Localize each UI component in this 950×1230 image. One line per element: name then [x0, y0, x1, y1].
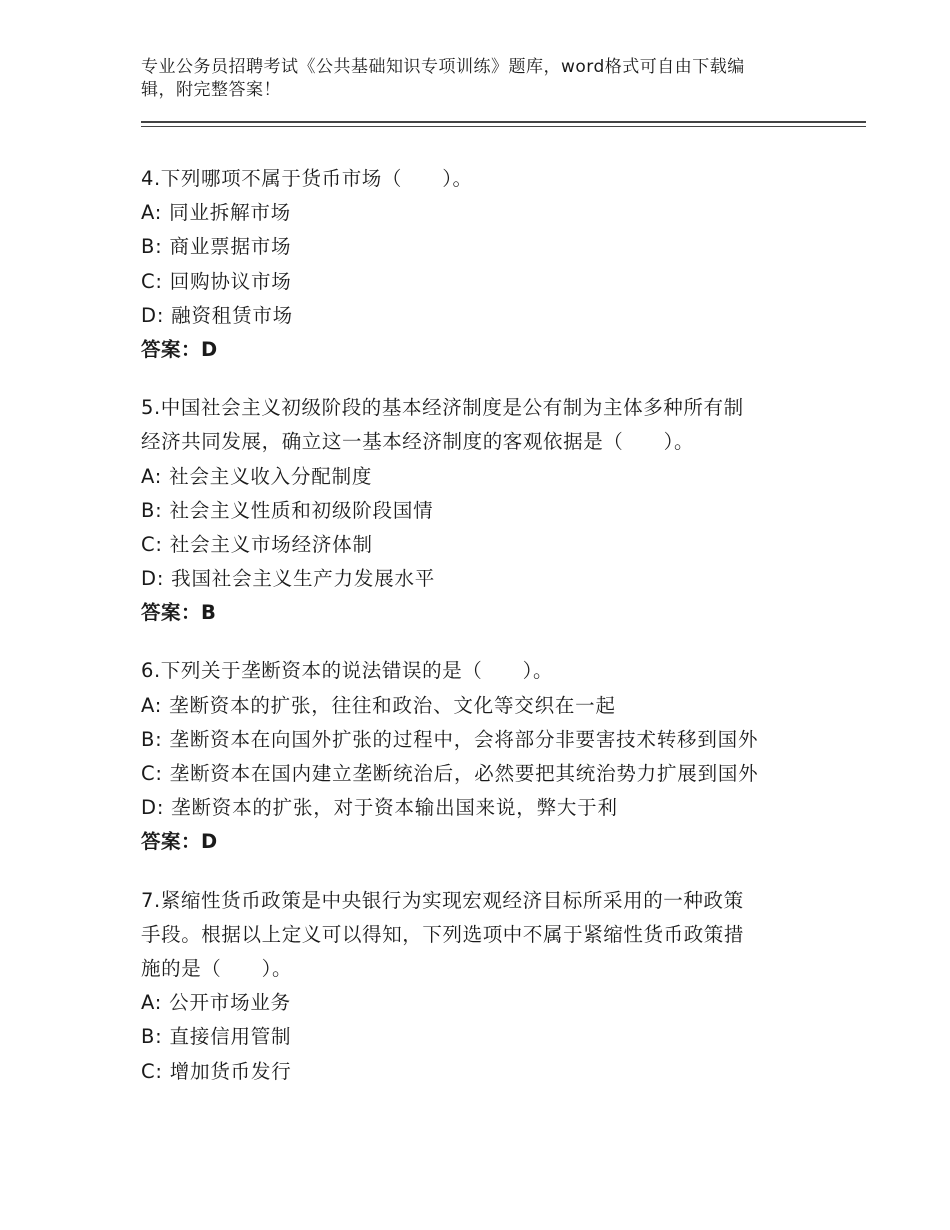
question-stem: 5.中国社会主义初级阶段的基本经济制度是公有制为主体多种所有制: [141, 396, 744, 420]
option-c: C: 增加货币发行: [141, 1059, 292, 1083]
option-b: B: 直接信用管制: [141, 1025, 292, 1049]
option-d: D: 融资租赁市场: [141, 303, 293, 327]
option-a: A: 同业拆解市场: [141, 201, 291, 225]
answer-label: 答案：D: [141, 830, 218, 854]
question-5: [141, 391, 811, 630]
option-d: D: 我国社会主义生产力发展水平: [141, 567, 436, 591]
option-b: B: 垄断资本在向国外扩张的过程中，会将部分非要害技术转移到国外: [141, 727, 759, 751]
question-4: [141, 162, 811, 367]
question-7: [141, 884, 811, 1089]
question-stem: 4.下列哪项不属于货币市场（ ）。: [141, 167, 473, 190]
question-stem: 6.下列关于垄断资本的说法错误的是（ ）。: [141, 659, 554, 683]
header-line-1: 专业公务员招聘考试《公共基础知识专项训练》题库，word格式可自由下载编: [141, 57, 745, 77]
option-b: B: 商业票据市场: [141, 235, 292, 259]
header-line-2: 辑，附完整答案！: [141, 80, 281, 100]
option-c: C: 社会主义市场经济体制: [141, 532, 373, 556]
option-c: C: 回购协议市场: [141, 269, 292, 293]
option-d: D: 垄断资本的扩张，对于资本输出国来说，弊大于利: [141, 796, 618, 820]
header-rule-thin: [141, 126, 866, 127]
question-list: [141, 162, 811, 1113]
answer-label: 答案：B: [141, 601, 217, 625]
option-a: A: 垄断资本的扩张，往往和政治、文化等交织在一起: [141, 693, 616, 717]
answer-label: 答案：D: [141, 337, 218, 361]
document-header: [141, 56, 801, 102]
question-stem: 手段。根据以上定义可以得知，下列选项中不属于紧缩性货币政策措: [141, 922, 745, 946]
option-a: A: 社会主义收入分配制度: [141, 464, 373, 488]
header-rule-thick: [141, 121, 866, 123]
option-b: B: 社会主义性质和初级阶段国情: [141, 498, 434, 522]
question-stem: 经济共同发展，确立这一基本经济制度的客观依据是（ ）。: [141, 430, 695, 454]
option-c: C: 垄断资本在国内建立垄断统治后，必然要把其统治势力扩展到国外: [141, 762, 759, 785]
option-a: A: 公开市场业务: [141, 991, 291, 1015]
question-6: [141, 654, 811, 859]
question-stem: 7.紧缩性货币政策是中央银行为实现宏观经济目标所采用的一种政策: [141, 888, 744, 912]
question-stem: 施的是（ ）。: [141, 956, 293, 980]
